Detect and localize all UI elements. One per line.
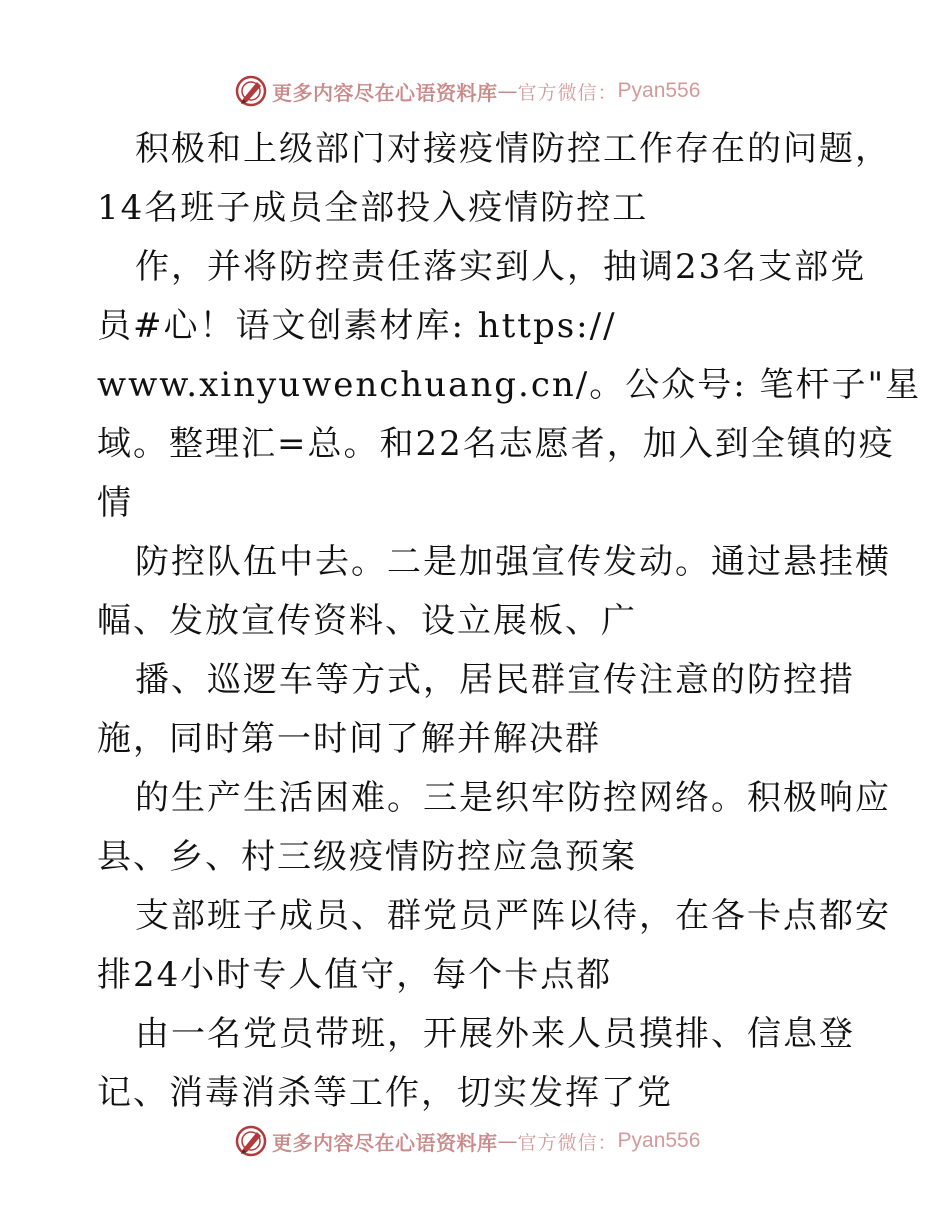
text-line: 员#心！语文创素材库: https:// [97,306,617,346]
banner-brand-text: 更多内容尽在心语资料库 [272,80,498,105]
banner-wechat-id: Pyan556 [617,1129,701,1152]
body-text [97,120,922,1123]
banner-wechat-id: Pyan556 [617,79,701,102]
banner-official-label: 官方微信： [517,81,618,104]
text-line: 积极和上级部门对接疫情防控工作存在的问题， [135,129,891,169]
text-line: 情 [97,483,133,523]
banner-dash: — [497,1129,518,1153]
text-line: www.xinyuwenchuang.cn/。公众号: 笔杆子"星 [97,365,922,405]
pen-seal-logo-icon [234,74,268,108]
footer-banner [234,1121,700,1161]
text-line: 施，同时第一时间了解并解决群 [97,719,601,759]
text-line: 排24小时专人值守，每个卡点都 [97,955,613,995]
text-line: 幅、发放宣传资料、设立展板、广 [97,601,637,641]
text-line: 播、巡逻车等方式，居民群宣传注意的防控措 [135,660,855,700]
banner-dash: — [497,79,518,103]
text-line: 防控队伍中去。二是加强宣传发动。通过悬挂横 [135,542,891,582]
text-line: 域。整理汇=总。和22名志愿者，加入到全镇的疫 [97,424,895,464]
text-line: 由一名党员带班，开展外来人员摸排、信息登 [135,1014,855,1054]
text-line: 的生产生活困难。三是织牢防控网络。积极响应 [135,778,891,818]
text-line: 支部班子成员、群党员严阵以待，在各卡点都安 [135,896,891,936]
text-line: 县、乡、村三级疫情防控应急预案 [97,837,637,877]
pen-seal-logo-icon [234,1124,268,1158]
header-banner [234,71,700,111]
text-line: 14名班子成员全部投入疫情防控工 [97,188,649,228]
text-line: 记、消毒消杀等工作，切实发挥了党 [97,1073,673,1113]
banner-official-label: 官方微信： [517,1131,618,1154]
text-line: 作，并将防控责任落实到人，抽调23名支部党 [135,247,867,287]
banner-brand-text: 更多内容尽在心语资料库 [272,1130,498,1155]
